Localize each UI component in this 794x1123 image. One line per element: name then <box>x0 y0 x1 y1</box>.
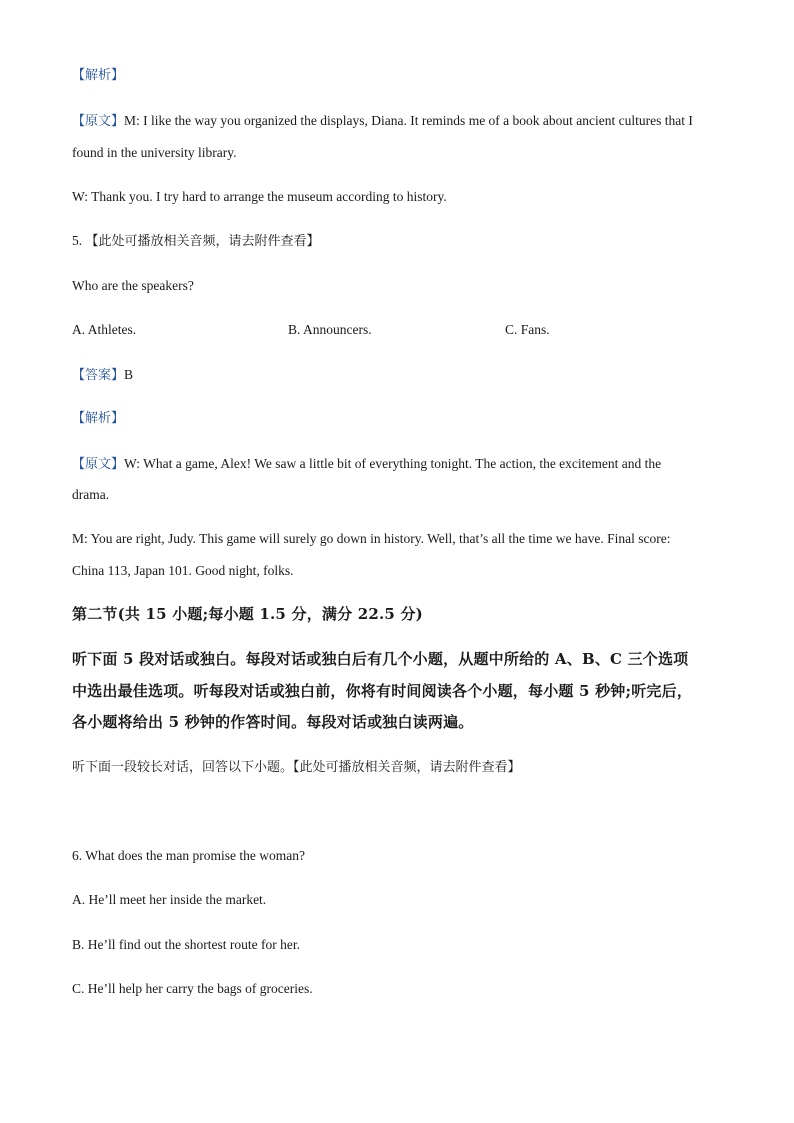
question-text: Who are the speakers? <box>72 278 194 293</box>
question-text: 6. What does the man promise the woman? <box>72 848 305 863</box>
transcript-line <box>72 456 661 473</box>
answer-label: 【答案】 <box>72 368 125 383</box>
audio-prompt: 听下面一段较长对话，回答以下小题。【此处可播放相关音频，请去附件查看】 <box>72 760 521 775</box>
option-c: C. Fans. <box>505 322 550 337</box>
section-heading: 第二节(共 15 小题;每小题 1.5 分，满分 22.5 分) <box>72 605 423 623</box>
transcript-line: drama. <box>72 487 110 502</box>
option-c: C. He’ll help her carry the bags of groceries. <box>72 981 313 996</box>
transcript-text: M: I like the way you organized the displays, Diana. It reminds me of a book about ancient cultures that I <box>124 113 693 128</box>
transcript-line: W: Thank you. I try hard to arrange the museum according to history. <box>72 189 447 204</box>
transcript-label: 【原文】 <box>72 114 125 129</box>
transcript-line: found in the university library. <box>72 145 237 160</box>
transcript-line <box>72 113 693 130</box>
analysis-label: 【解析】 <box>72 68 125 83</box>
answer-line <box>72 367 133 384</box>
analysis-label: 【解析】 <box>72 411 125 426</box>
option-b: B. He’ll find out the shortest route for her. <box>72 937 300 952</box>
section-instruction: 中选出最佳选项。听每段对话或独白前，你将有时间阅读各个小题，每小题 5 秒钟;听完后， <box>72 682 693 700</box>
transcript-line: M: You are right, Judy. This game will surely go down in history. Well, that’s all the time we have. Final score: <box>72 531 671 546</box>
option-b: B. Announcers. <box>288 322 372 337</box>
option-a: A. He’ll meet her inside the market. <box>72 892 267 907</box>
transcript-text: W: What a game, Alex! We saw a little bit of everything tonight. The action, the excitement and the <box>124 456 662 471</box>
question-5-header <box>72 233 320 250</box>
audio-note: 【此处可播放相关音频，请去附件查看】 <box>85 234 320 249</box>
section-instruction: 听下面 5 段对话或独白。每段对话或独白后有几个小题，从题中所给的 A、B、C 三个选项 <box>72 650 689 668</box>
transcript-label: 【原文】 <box>72 457 125 472</box>
option-a: A. Athletes. <box>72 322 137 337</box>
question-number: 5. <box>72 233 86 248</box>
section-instruction: 各小题将给出 5 秒钟的作答时间。每段对话或独白读两遍。 <box>72 713 474 731</box>
answer-value: B <box>124 367 134 382</box>
transcript-line: China 113, Japan 101. Good night, folks. <box>72 563 294 578</box>
